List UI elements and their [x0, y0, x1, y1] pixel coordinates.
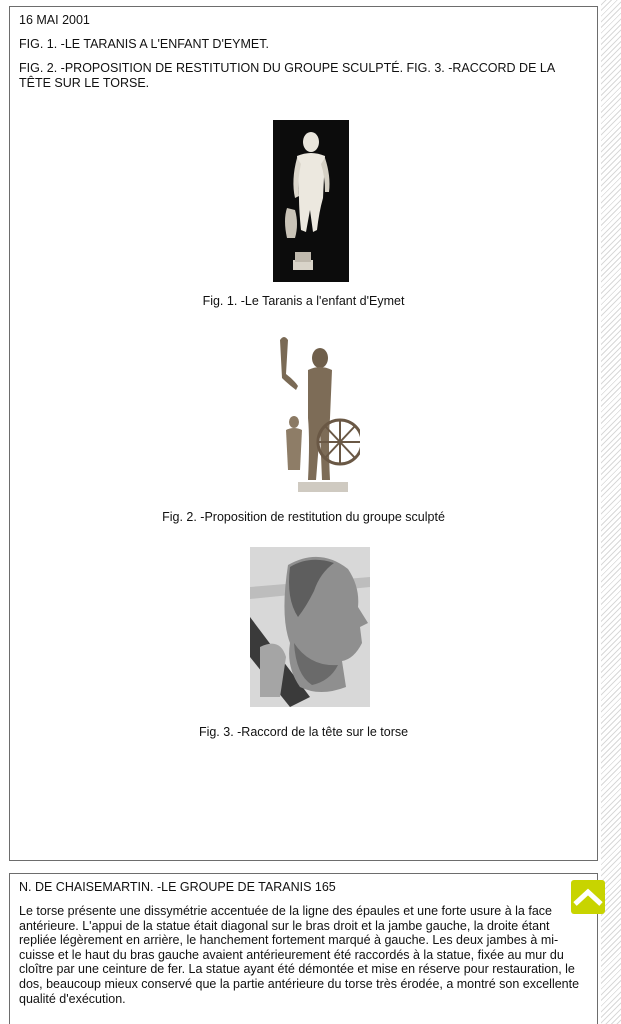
figure-1-image [273, 120, 349, 282]
figure-3-image [250, 547, 370, 707]
figure-2-caption: Fig. 2. -Proposition de restitution du groupe sculpté [162, 510, 445, 524]
date-line: 16 MAI 2001 [19, 13, 90, 27]
side-stripe [601, 0, 621, 1024]
body-paragraph: Le torse présente une dissymétrie accentuée de la ligne des épaules et une forte usure à la face antérieure. L'appui de la statue était diagonal sur le bras droit et la jambe gauche, la droite étant repliée légèrement en arrière, le hanchement fortement marqué à gauche. Les deux jambes à mi-cuisse et le haut du bras gauche avaient antérieurement été raccordés à la statue, fixée au mur du cloître par une ceinture de fer. La statue ayant été démontée et mise en réserve pour restauration, le dos, beaucoup mieux conservé que la partie antérieure du torse très érodée, a montré son excellente qualité d'exécution. [19, 904, 580, 1006]
page-panel-text [9, 873, 598, 1024]
figure-2-image [268, 330, 360, 496]
figure-1-caption: Fig. 1. -Le Taranis a l'enfant d'Eymet [202, 294, 405, 308]
fig23-heading: FIG. 2. -PROPOSITION DE RESTITUTION DU GROUPE SCULPTÉ. FIG. 3. -RACCORD DE LA TÊTE SUR LE TORSE. [19, 61, 555, 90]
figure-3-caption: Fig. 3. -Raccord de la tête sur le torse [198, 725, 409, 739]
running-header: N. DE CHAISEMARTIN. -LE GROUPE DE TARANIS 165 [19, 880, 336, 894]
scroll-to-top-button[interactable] [571, 880, 605, 914]
page-panel-figures [9, 6, 598, 861]
chevron-up-icon [571, 880, 605, 914]
fig1-heading: FIG. 1. -LE TARANIS A L'ENFANT D'EYMET. [19, 37, 269, 51]
